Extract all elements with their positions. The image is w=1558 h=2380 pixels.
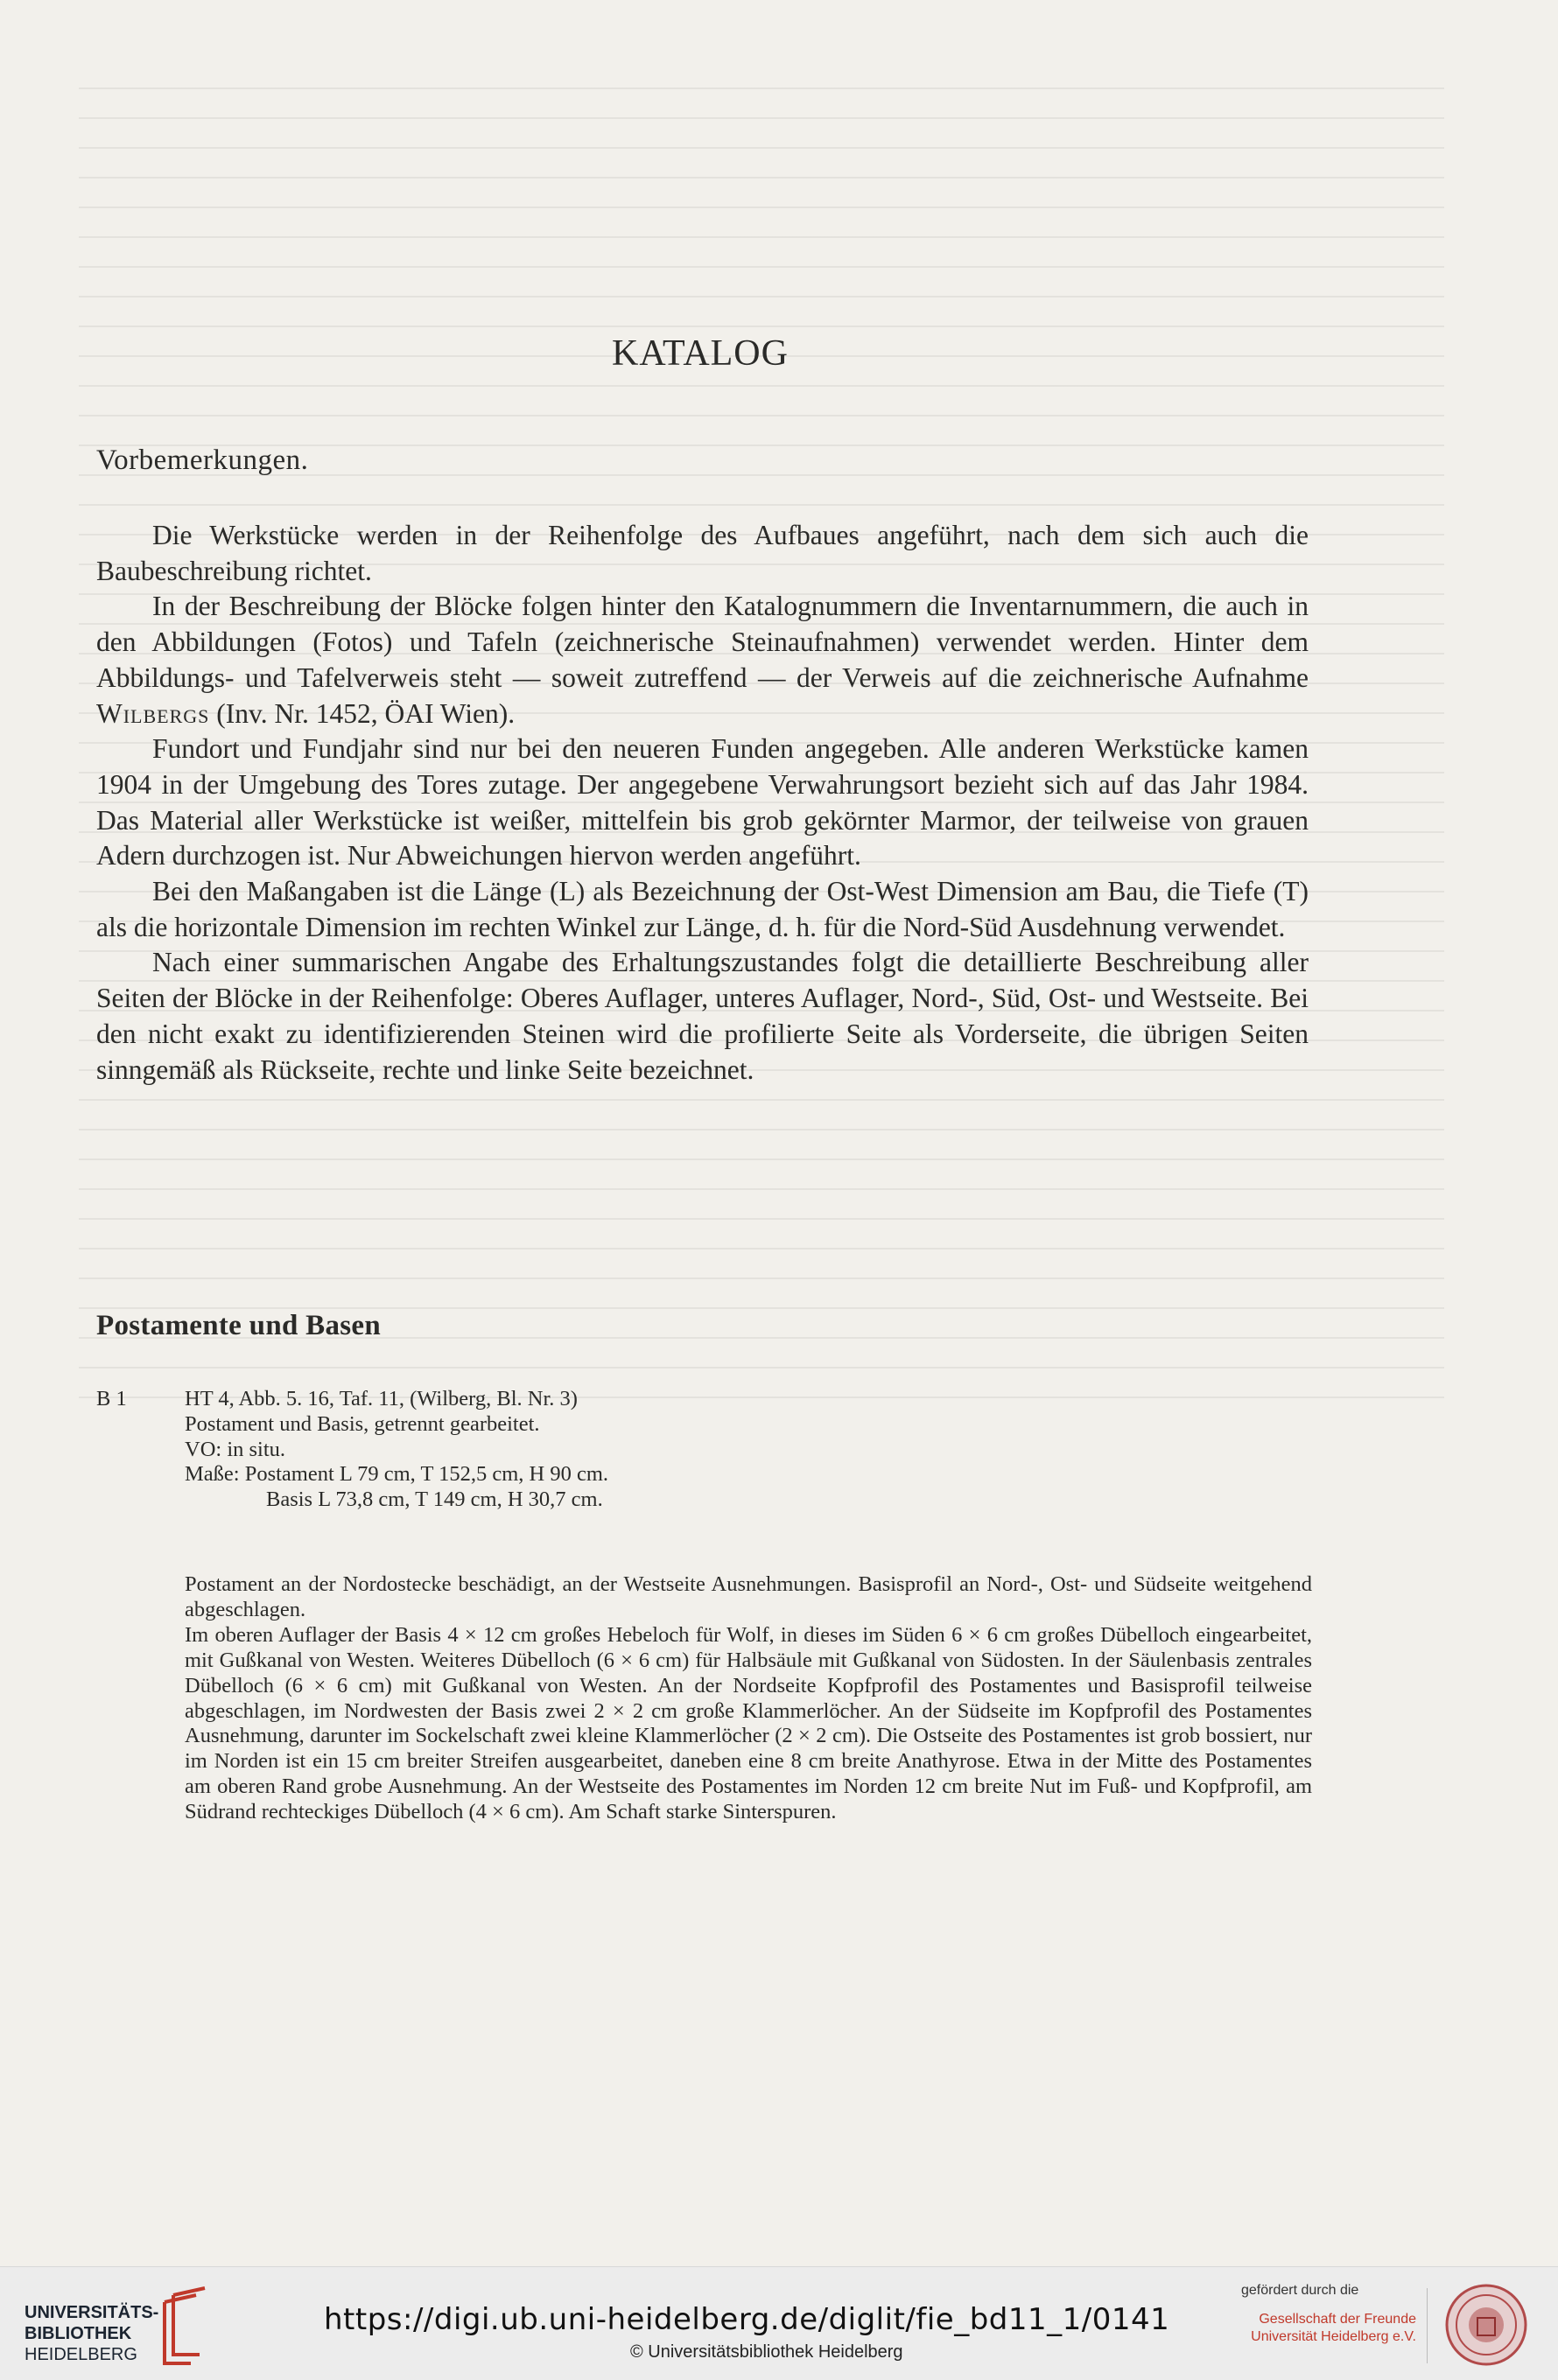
library-logo-icon	[156, 2285, 215, 2369]
footer-bar	[0, 2266, 1558, 2380]
description-paragraph: Postament an der Nordostecke beschädigt, an der Westseite Ausnehmungen. Basisprofil an Nord-, Ost- und Südseite weitgehend abgeschlagen.	[185, 1572, 1312, 1621]
intro-body	[96, 518, 1309, 1088]
paragraph: In der Beschreibung der Blöcke folgen hinter den Katalognummern die Inventarnummern, die auch in den Abbildungen (Fotos) und Tafeln (zeichnerische Steinaufnahmen) verwendet werden. Hinter dem Abbildungs- und Tafelverweis steht — soweit zutreffend — der Verweis auf die zeichnerische Aufnahme Wilbergs (Inv. Nr. 1452, ÖAI Wien).	[96, 591, 1309, 729]
footer-divider	[1427, 2288, 1428, 2363]
entry-metadata	[185, 1387, 1060, 1513]
society-name: Gesellschaft der Freunde Universität Heidelberg e.V.	[1251, 2312, 1416, 2344]
author-name-smallcaps: Wilbergs	[96, 697, 210, 729]
entry-line: Postament und Basis, getrennt gearbeitet.	[185, 1411, 540, 1436]
entry-line: Maße: Postament L 79 cm, T 152,5 cm, H 90 cm.	[185, 1462, 609, 1487]
section-heading-vorbemerkungen: Vorbemerkungen.	[96, 444, 309, 476]
library-name: UNIVERSITÄTS- BIBLIOTHEK HEIDELBERG	[25, 2303, 159, 2364]
page-title: KATALOG	[612, 333, 789, 374]
description-paragraph: Im oberen Auflager der Basis 4 × 12 cm großes Hebeloch für Wolf, in dieses im Süden 6 × 6 cm großes Dübelloch eingearbeitet, mit Gußkanal von Westen. Weiteres Dübelloch (6 × 6 cm) für Halbsäule mit Gußkanal von Südosten. In der Säulenbasis zentrales Dübelloch (6 × 6 cm) mit Gußkanal von Westen. An der Nordseite Kopfprofil des Postamentes und Basisprofil teilweise abgeschlagen, im Nordwesten der Basis zwei 2 × 2 cm große Klammerlöcher. An der Südseite im Kopfprofil des Postamentes Ausnehmung, darunter im Sockelschaft zwei kleine Klammerlöcher (2 × 2 cm). Die Ostseite des Postamentes ist grob bossiert, nur im Norden ist ein 15 cm breiter Streifen ausgearbeitet, daneben eine 8 cm breite Anathyrose. Etwa in der Mitte des Postamentes am oberen Rand grobe Ausnehmung. An der Westseite des Postamentes im Norden 12 cm breite Nut im Fuß- und Kopfprofil, am Südrand rechteckiges Dübelloch (4 × 6 cm). Am Schaft starke Sinterspuren.	[185, 1622, 1312, 1824]
paragraph: Fundort und Fundjahr sind nur bei den neueren Funden angegeben. Alle anderen Werkstücke kamen 1904 in der Umgebung des Tores zutage. Der angegebene Verwahrungsort bezieht sich auf das Jahr 1984. Das Material aller Werkstücke ist weißer, mittelfein bis grob gekörnter Marmor, der teilweise von grauen Adern durchzogen ist. Nur Abweichungen hiervon werden angeführt.	[96, 733, 1309, 872]
catalog-number: B 1	[96, 1387, 127, 1410]
entry-description	[185, 1572, 1312, 1825]
entry-line: VO: in situ.	[185, 1437, 286, 1461]
permalink-url[interactable]: https://digi.ub.uni-heidelberg.de/diglit/fie_bd11_1/0141	[324, 2302, 1170, 2337]
entry-line: HT 4, Abb. 5. 16, Taf. 11, (Wilberg, Bl. Nr. 3)	[185, 1387, 578, 1410]
funded-by-label: gefördert durch die	[1241, 2283, 1359, 2298]
paragraph: Bei den Maßangaben ist die Länge (L) als Bezeichnung der Ost-West Dimension am Bau, die Tiefe (T) als die horizontale Dimension im rechten Winkel zur Länge, d. h. für die Nord-Süd Ausdehnung verwendet.	[96, 876, 1309, 942]
section-heading-postamente: Postamente und Basen	[96, 1310, 382, 1341]
paragraph: Nach einer summarischen Angabe des Erhaltungszustandes folgt die detaillierte Beschreibung aller Seiten der Blöcke in der Reihenfolge: Oberes Auflager, unteres Auflager, Nord-, Süd, Ost- und Westseite. Bei den nicht exakt zu identifizierenden Steinen wird die profilierte Seite als Vorderseite, die übrigen Seiten sinngemäß als Rückseite, rechte und linke Seite bezeichnet.	[96, 947, 1309, 1085]
university-seal-icon	[1444, 2283, 1528, 2367]
entry-line: Basis L 73,8 cm, T 149 cm, H 30,7 cm.	[266, 1488, 603, 1512]
copyright-notice: © Universitätsbibliothek Heidelberg	[630, 2342, 903, 2362]
paragraph: Die Werkstücke werden in der Reihenfolge des Aufbaues angeführt, nach dem sich auch die Baubeschreibung richtet.	[96, 520, 1309, 586]
